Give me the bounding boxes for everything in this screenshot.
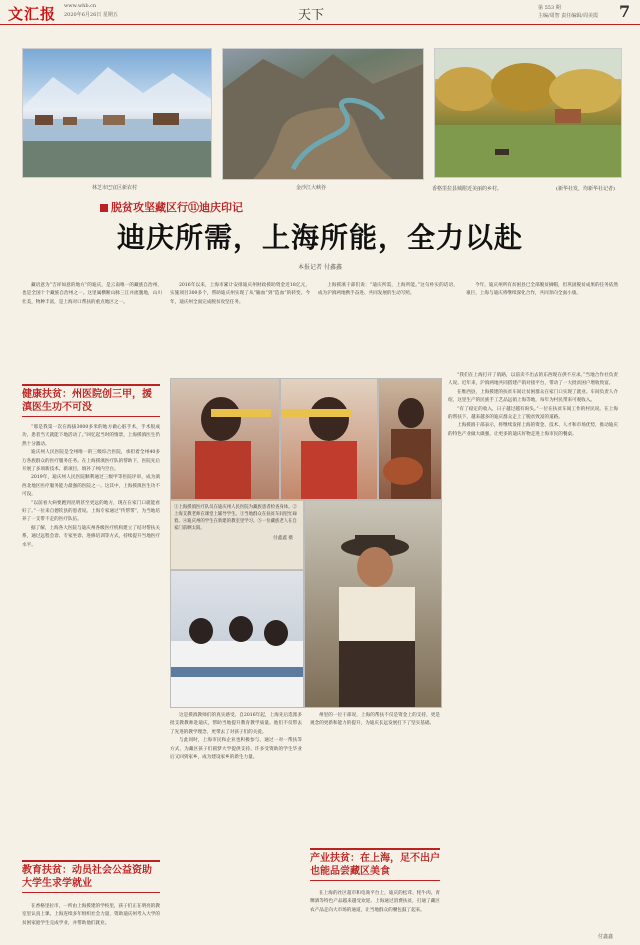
collage-photo-4 (170, 570, 304, 708)
website-url: www.whb.cn (64, 3, 97, 9)
photo-collage (170, 378, 440, 706)
photo-countryside (434, 48, 622, 178)
collage-photo-2 (280, 378, 378, 500)
right-column: “我们在上海打开了销路，以前卖不出去的东西现在供不应求。”当地合作社负责人说。近年来，沪滇两地共同搭建产销对接平台，带动了一大批贫困户增收致富。 在维西县，上海援建的扶贫车间让贫困群众在家门口实现了就业。车间负责人介绍，这里生产的民族手工艺品远销上海等地，每年为村民带来可观收入。 “有了稳定的收入，日子越过越有盼头。”一位在扶贫车间工作的村民说。在上海的帮扶下，越来越多的迪庆群众走上了脱贫致富的道路。 上海援滇干部表示，将继续发挥上海的资金、技术、人才和市场优势，推动迪庆的特色产业做大做强，让更多的迪庆好物走进上海市民的餐桌。 (448, 373, 618, 437)
photo-credit: (新华社发，均新华社记者) (556, 186, 615, 192)
footer-credit: 付鑫鑫 (598, 934, 614, 940)
middle-column-2: 州里的一位干部说，上海的帮扶不仅是资金上的支持，更是观念的更新和能力的提升，为迪庆长远发展打下了坚实基础。 (310, 713, 440, 727)
collage-photo-1-illustration (171, 379, 279, 499)
collage-photo-5 (304, 500, 442, 708)
photo-caption: 林芝市巴宜区新农村 (92, 185, 138, 191)
photo-village-lake (22, 48, 212, 178)
middle-column-1: 这是援滇教师们的真实感受。自2016年起，上海先后选派多批支教教师赴迪庆，帮助当地提升教育教学质量。他们不仅带去了先进的教学理念，更带去了对孩子们的关爱。 与此同时，上海市民和企业也积极参与，通过一对一帮扶等方式，为藏区孩子们圆梦大学提供支持。许多受资助的学生毕业后又回到家乡，成为建设家乡的新生力量。 (170, 713, 302, 761)
intro-column-4: 今年，迪庆州所有贫困县已全部脱贫摘帽，但巩固脱贫成果的任务依然艰巨，上海与迪庆将继续深化合作，共同奔向全面小康。 (466, 283, 618, 297)
photo-village-lake-illustration (23, 49, 211, 177)
collage-photo-4-illustration (171, 571, 303, 707)
health-column: “那是我第一次在海拔3000多米的地方做心脏手术，手术很成功，患者当天就能下地活动了。”回忆起当时的情景，上海援滇医生仍然十分激动。 迪庆州人民医院是全州唯一的三级综合医院，承担着全州40多万各族群众的医疗服务任务。在上海援滇医疗队的帮助下，医院先后开展了多项新技术、新项目，填补了州内空白。 2019年，迪庆州人民医院顺利通过三级甲等医院评审，成为滇西北地区医疗服务能力最强的医院之一。这其中，上海援滇医生功不可没。 “以前看大病要跑到昆明甚至更远的地方，现在在家门口就能看好了。”一位来自德钦县的患者说。上海专家通过“传帮带”，为当地培养了一支带不走的医疗队伍。 据了解，上海各大医院与迪庆州各级医疗机构建立了结对帮扶关系，通过远程会诊、专家坐诊、进修培训等方式，持续提升当地医疗水平。 (22, 425, 160, 548)
newspaper-logo: 文汇报 (8, 5, 57, 23)
industry-column: 在上海的社区超市和电商平台上，迪庆的松茸、牦牛肉、青稞酒等特色产品越来越受欢迎。上海通过消费扶贫，打通了藏区农产品走向大市场的通道，让当地群众的腰包鼓了起来。 (310, 891, 440, 913)
series-label: 脱贫攻坚藏区行⑪迪庆印记 (100, 199, 243, 215)
collage-photo-5-illustration (305, 501, 441, 707)
intro-column-2: 2016年以来，上海市累计安排迪庆州财政援助资金近18亿元，实施项目300多个，帮助迪庆州实现了从“输血”到“造血”的转变。今年，迪庆州全面完成脱贫攻坚任务。 (170, 283, 310, 305)
photo-canyon (222, 48, 424, 180)
photo-canyon-illustration (223, 49, 423, 179)
photo-caption: 金沙江大峡谷 (296, 185, 327, 191)
collage-photo-1 (170, 378, 280, 500)
page-number: 7 (619, 2, 631, 21)
subhead-education-title: 教育扶贫：动员社会公益资助大学生求学就业 (22, 865, 152, 889)
issue-number: 第 553 期 (538, 5, 561, 11)
intro-column-3: 上海援滇干部们说：“迪庆所需，上海所能。”这句朴实的话语，成为沪滇两地携手奋进、共同发展的生动写照。 (318, 283, 458, 297)
intro-column-1: 藏语意为“吉祥如意的地方”的迪庆，是云南唯一的藏族自治州，也是全国十个藏族自治州之一。这里属横断山脉三江并流腹地，山川壮美，物种丰富，是上海对口帮扶的重点地区之一。 (22, 283, 162, 305)
dateline: 2020年6月26日 星期五 (64, 12, 118, 18)
subhead-industry-title: 产业扶贫：在上海，足不出户也能品尝藏区美食 (310, 853, 440, 877)
photo-countryside-illustration (435, 49, 621, 177)
collage-byline: 付鑫鑫 摄 (273, 536, 293, 541)
headline: 迪庆所需，上海所能，全力以赴 (116, 221, 523, 254)
subhead-education (22, 860, 160, 893)
subhead-health (22, 384, 160, 417)
collage-photo-3 (378, 378, 442, 500)
subhead-health-title: 健康扶贫：州医院创三甲，援滇医生功不可没 (22, 389, 152, 413)
byline: 本报记者 付鑫鑫 (298, 264, 342, 271)
collage-caption-box (170, 500, 304, 570)
collage-caption: ①上海援滇医疗队员在迪庆州人民医院为藏族患者检查身体。②上海支教老师在课堂上辅导学生。③当地群众在扶贫车间里忙碌着。④迪庆州的学生在新建的教室里学习。⑤一位藏族老人在自家门前晒太阳。 (174, 505, 297, 531)
photo-caption: 香格里拉县城附近美丽的乡村。 (432, 186, 503, 192)
editor-info: 主编/周智 责任编辑/周美霞 (538, 13, 598, 19)
subhead-industry (310, 848, 440, 881)
collage-photo-2-illustration (281, 379, 377, 499)
section-title: 天下 (298, 8, 325, 23)
collage-photo-3-illustration (379, 379, 441, 499)
education-column: 在香格里拉市，一所由上海援建的学校里，孩子们正在明亮的教室里认真上课。上海连续多年组织社会力量，资助迪庆州考入大学的贫困家庭学生完成学业，并帮助他们就业。 (22, 904, 160, 926)
